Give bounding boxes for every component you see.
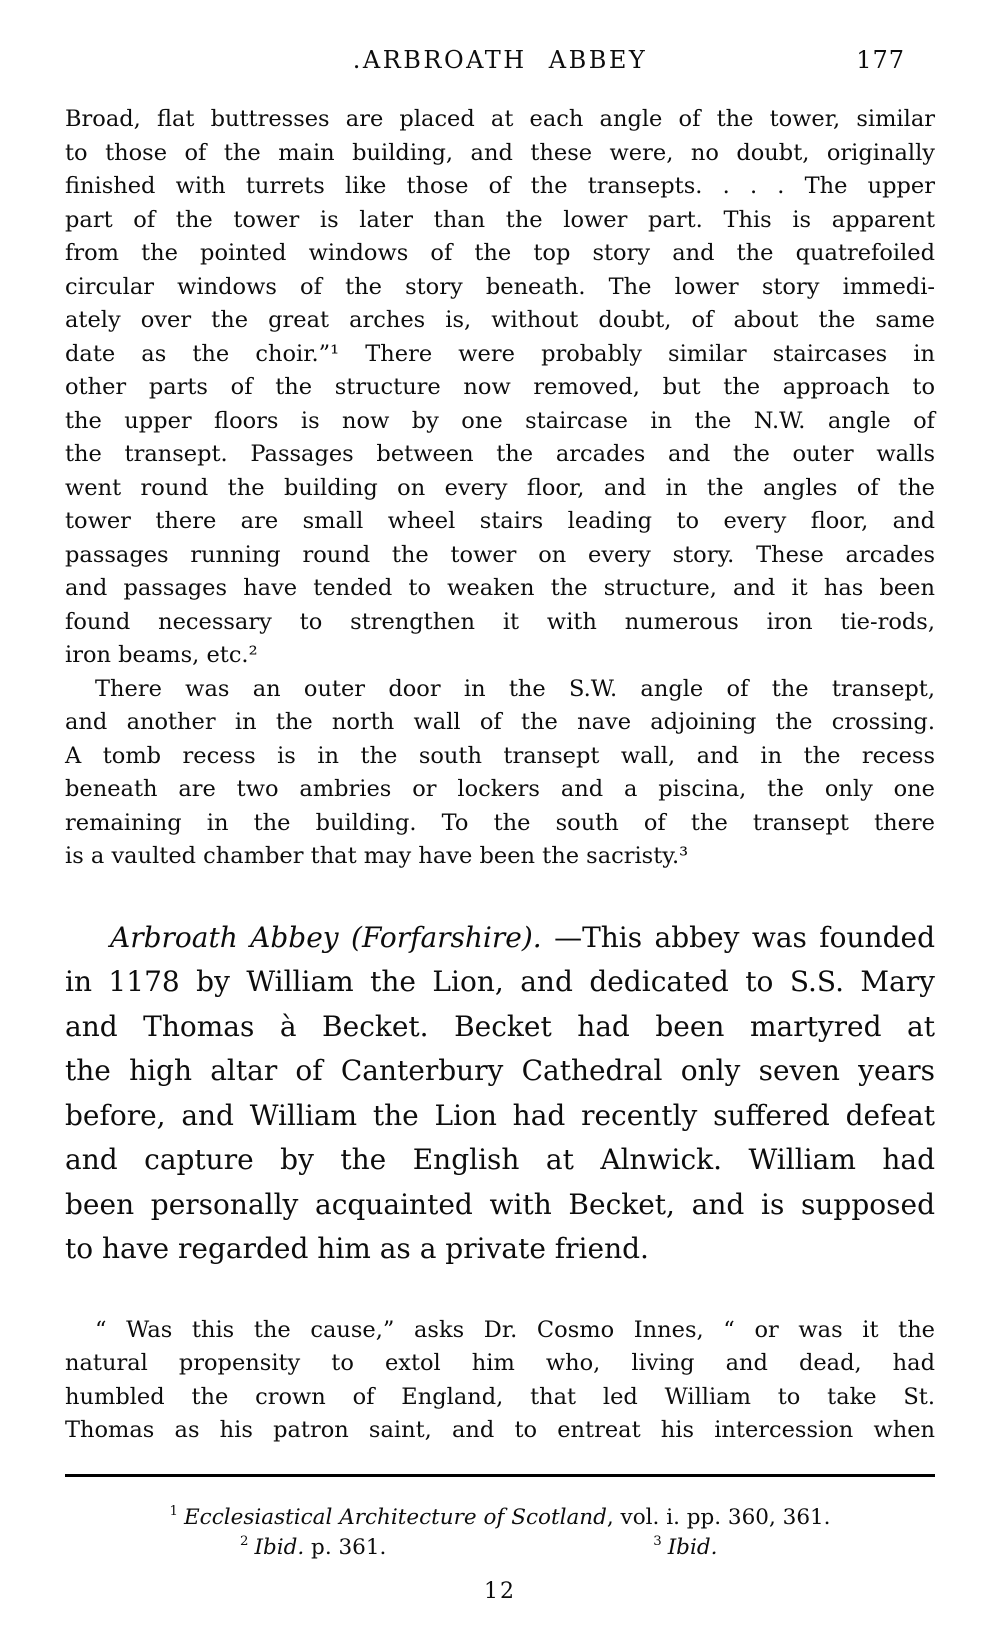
text-line: found necessary to strengthen it with numerous iron tie-rods, [65, 608, 935, 635]
page-header [65, 46, 935, 78]
footnote-2 [240, 1535, 386, 1560]
text-line: other parts of the structure now removed, but the approach to [65, 374, 935, 400]
page-signature: 12 [484, 1578, 516, 1604]
paragraph-buttresses [65, 103, 935, 673]
text-line: ately over the great arches is, without doubt, of about the same [65, 307, 935, 333]
text-line: the transept. Passages between the arcades and the outer walls [65, 441, 935, 467]
running-title: .ARBROATH ABBEY [352, 46, 648, 74]
footnote-row [65, 1533, 935, 1563]
text-line: the high altar of Canterbury Cathedral only seven years [65, 1054, 935, 1087]
footnote-1-marker: 1 [169, 1504, 178, 1520]
text-line: from the pointed windows of the top story and the quatrefoiled [65, 240, 935, 266]
text-line: went round the building on every floor, and in the angles of the [65, 474, 935, 501]
text-line: circular windows of the story beneath. The lower story immedi- [65, 273, 935, 300]
text-line: tower there are small wheel stairs leading to every floor, and [65, 508, 935, 534]
text-line: to have regarded him as a private friend. [65, 1232, 649, 1265]
section-first-line [65, 916, 935, 961]
text-line: and passages have tended to weaken the structure, and it has been [65, 575, 935, 601]
section-first-line-text: —This abbey was founded [554, 920, 935, 954]
footnotes [65, 1503, 935, 1563]
text-line: beneath are two ambries or lockers and a piscina, the only one [65, 776, 935, 802]
text-line: humbled the crown of England, that led William to take St. [65, 1383, 935, 1410]
footnote-1-title: Ecclesiastical Architecture of Scotland [183, 1504, 607, 1530]
page-number: 177 [856, 46, 905, 74]
footnote-2-ibid: Ibid. [254, 1534, 305, 1560]
text-line: “ Was this the cause,” asks Dr. Cosmo Innes, “ or was it the [95, 1316, 935, 1343]
text-line: and Thomas à Becket. Becket had been martyred at [65, 1009, 935, 1043]
text-line: Broad, flat buttresses are placed at each angle of the tower, similar [65, 106, 935, 132]
text-line: to those of the main building, and these were, no doubt, originally [65, 139, 935, 166]
footnote-2-marker: 2 [240, 1534, 249, 1550]
text-line: in 1178 by William the Lion, and dedicated to S.S. Mary [65, 965, 935, 998]
text-line: and capture by the English at Alnwick. William had [65, 1143, 935, 1176]
footnote-3-marker: 3 [653, 1534, 662, 1550]
text-line: finished with turrets like those of the transepts. . . . The upper [65, 173, 935, 199]
text-line: A tomb recess is in the south transept wall, and in the recess [65, 742, 935, 769]
paragraph-outer-door [65, 673, 935, 874]
text-line: part of the tower is later than the lower part. This is apparent [65, 206, 935, 233]
text-line: been personally acquainted with Becket, and is supposed [65, 1187, 935, 1221]
footnote-3 [653, 1535, 717, 1560]
text-line: and another in the north wall of the nave adjoining the crossing. [65, 709, 935, 735]
text-line: date as the choir.”¹ There were probably similar staircases in [65, 340, 935, 367]
footnote-3-ibid: Ibid. [667, 1534, 718, 1560]
text-line: before, and William the Lion had recently suffered defeat [65, 1098, 935, 1132]
text-line: iron beams, etc.² [65, 642, 258, 668]
text-line: the upper floors is now by one staircase in the N.W. angle of [65, 407, 935, 434]
footnote-rule [65, 1474, 935, 1477]
text-line: passages running round the tower on every story. These arcades [65, 541, 935, 568]
text-line: There was an outer door in the S.W. angle of the transept, [95, 675, 935, 702]
text-line: natural propensity to extol him who, living and dead, had [65, 1350, 935, 1376]
paragraph-quote-cosmo-innes [65, 1314, 935, 1448]
text-line: Thomas as his patron saint, and to entreat his intercession when [65, 1417, 935, 1443]
text-line: is a vaulted chamber that may have been the sacristy.³ [65, 843, 689, 869]
footnote-2-rest: p. 361. [304, 1534, 387, 1560]
section-title: Arbroath Abbey (Forfarshire). [110, 920, 542, 954]
section-arbroath-abbey [65, 916, 935, 1272]
footnote-1-rest: , vol. i. pp. 360, 361. [606, 1504, 831, 1530]
footnote-1 [65, 1503, 935, 1533]
text-line: remaining in the building. To the south of the transept there [65, 809, 935, 836]
